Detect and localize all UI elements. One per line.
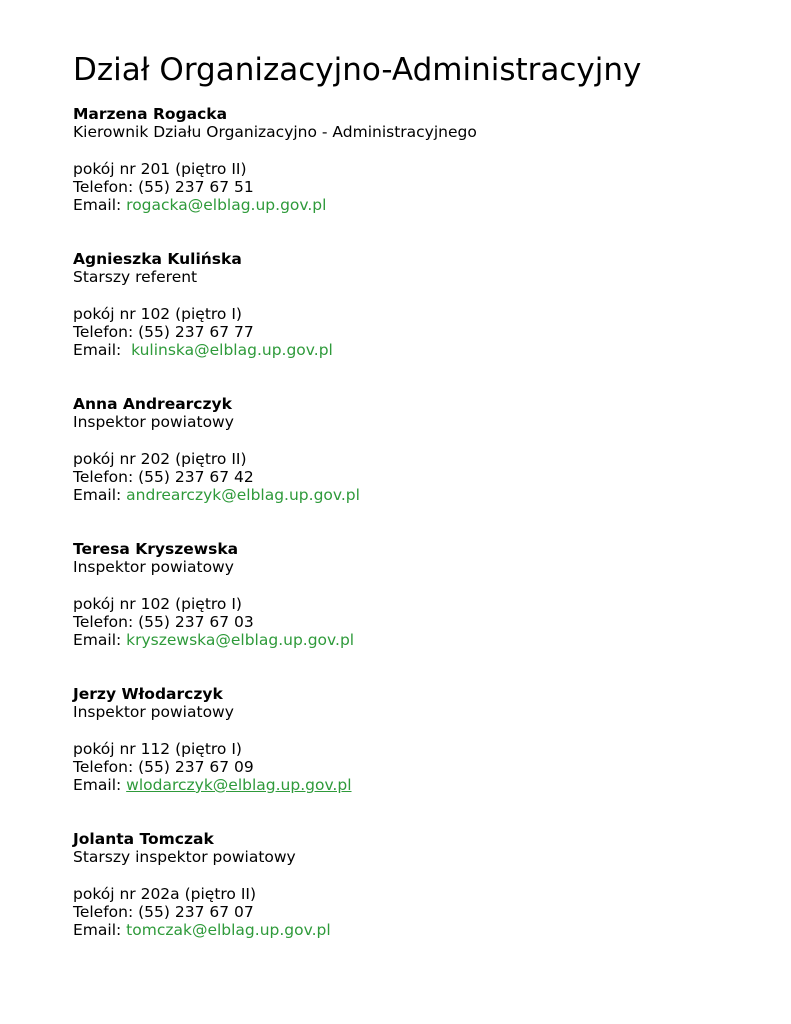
staff-email-line — [73, 631, 354, 649]
staff-phone: Telefon: (55) 237 67 07 — [73, 902, 254, 921]
staff-phone: Telefon: (55) 237 67 42 — [73, 467, 254, 486]
staff-role: Inspektor powiatowy — [73, 413, 234, 432]
spacer — [73, 866, 331, 884]
page-content — [73, 48, 773, 939]
email-link[interactable]: andrearczyk@elblag.up.gov.pl — [126, 486, 360, 504]
spacer — [73, 576, 354, 594]
staff-email-line — [73, 921, 331, 939]
staff-room: pokój nr 102 (piętro I) — [73, 304, 242, 323]
staff-name: Marzena Rogacka — [73, 105, 228, 123]
spacer — [73, 141, 477, 159]
staff-role: Starszy inspektor powiatowy — [73, 848, 296, 867]
staff-entry-kulinska — [73, 250, 333, 359]
staff-entry-kryszewska — [73, 540, 354, 649]
staff-room: pokój nr 202 (piętro II) — [73, 449, 247, 468]
staff-role: Kierownik Działu Organizacyjno - Administracyjnego — [73, 123, 477, 142]
staff-room: pokój nr 201 (piętro II) — [73, 159, 247, 178]
spacer — [73, 721, 352, 739]
email-label: Email: — [73, 776, 127, 794]
page-title: Dział Organizacyjno-Administracyjny — [73, 52, 642, 88]
email-label: Email: — [73, 341, 132, 359]
staff-email-line — [73, 776, 352, 794]
staff-room: pokój nr 202a (piętro II) — [73, 884, 257, 903]
staff-entry-wlodarczyk — [73, 685, 352, 794]
staff-name: Anna Andrearczyk — [73, 395, 232, 413]
staff-entry-tomczak — [73, 830, 331, 939]
staff-role: Starszy referent — [73, 268, 198, 287]
email-link[interactable]: wlodarczyk@elblag.up.gov.pl — [126, 776, 352, 794]
staff-entry-rogacka — [73, 105, 477, 214]
spacer — [73, 431, 360, 449]
staff-room: pokój nr 112 (piętro I) — [73, 739, 242, 758]
email-link[interactable]: kryszewska@elblag.up.gov.pl — [126, 631, 355, 649]
email-link[interactable]: tomczak@elblag.up.gov.pl — [126, 921, 331, 939]
staff-name: Agnieszka Kulińska — [73, 250, 242, 268]
staff-entry-andrearczyk — [73, 395, 360, 504]
email-link[interactable]: rogacka@elblag.up.gov.pl — [126, 196, 327, 214]
staff-role: Inspektor powiatowy — [73, 703, 234, 722]
staff-phone: Telefon: (55) 237 67 51 — [73, 177, 254, 196]
spacer — [73, 286, 333, 304]
staff-email-line — [73, 341, 333, 359]
staff-phone: Telefon: (55) 237 67 03 — [73, 612, 254, 631]
email-label: Email: — [73, 486, 127, 504]
email-label: Email: — [73, 631, 127, 649]
staff-name: Jolanta Tomczak — [73, 830, 214, 848]
staff-name: Teresa Kryszewska — [73, 540, 239, 558]
staff-phone: Telefon: (55) 237 67 09 — [73, 757, 254, 776]
email-label: Email: — [73, 921, 127, 939]
email-label: Email: — [73, 196, 127, 214]
staff-email-line — [73, 196, 477, 214]
staff-phone: Telefon: (55) 237 67 77 — [73, 322, 254, 341]
staff-role: Inspektor powiatowy — [73, 558, 234, 577]
staff-room: pokój nr 102 (piętro I) — [73, 594, 242, 613]
staff-name: Jerzy Włodarczyk — [73, 685, 223, 703]
staff-email-line — [73, 486, 360, 504]
email-link[interactable]: kulinska@elblag.up.gov.pl — [131, 341, 333, 359]
